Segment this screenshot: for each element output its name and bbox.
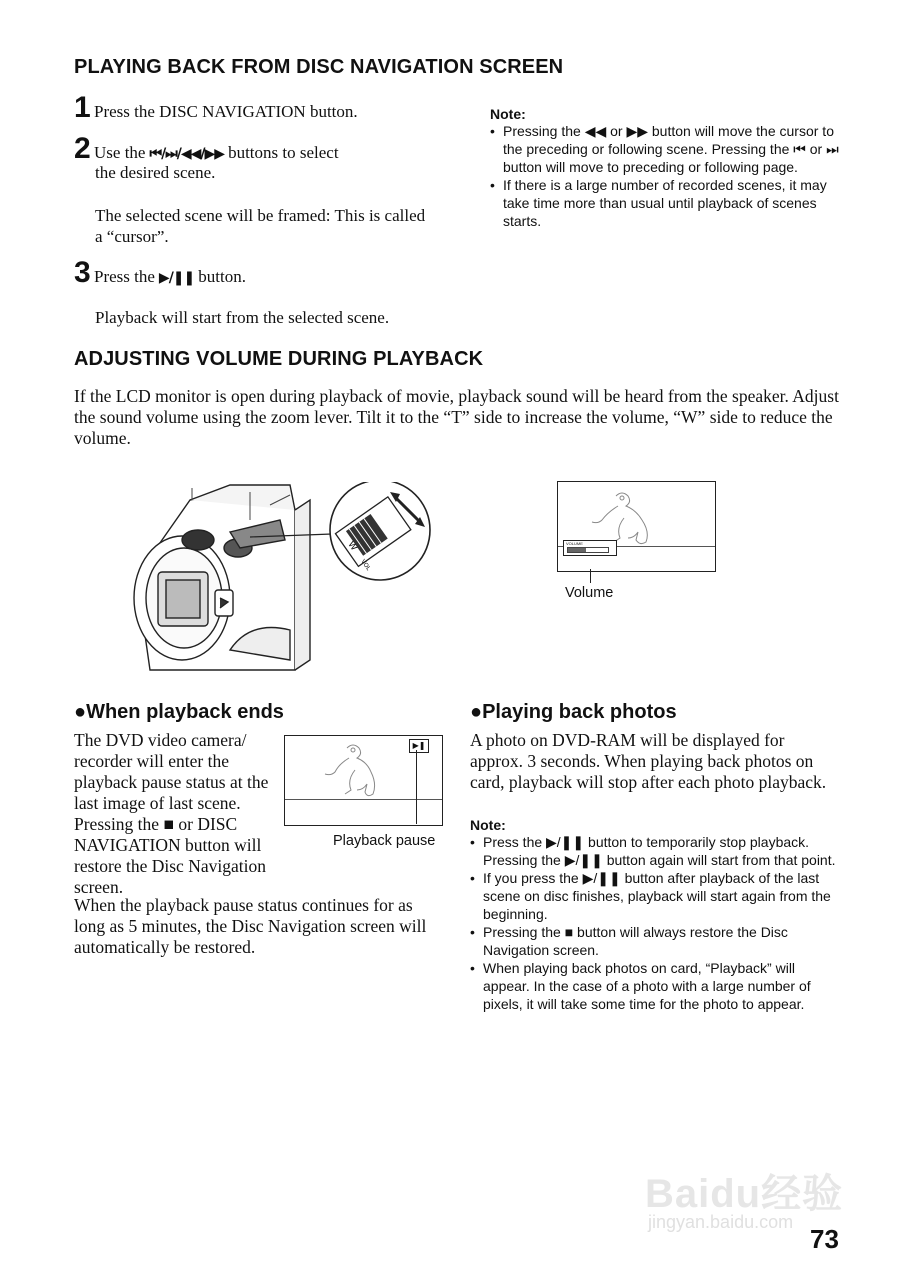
step-number: 3 <box>74 256 91 289</box>
step-number: 1 <box>74 91 91 124</box>
step-2-detail: The selected scene will be framed: This is called a “cursor”. <box>95 206 426 246</box>
lever-label-w: W <box>346 539 360 553</box>
step-number: 2 <box>74 132 91 165</box>
step-text: button. <box>198 267 246 286</box>
playback-ends-text-continued: When the playback pause status continues for as long as 5 minutes, the Disc Navigation screen will automatically be restored. <box>74 895 427 957</box>
volume-bar-fill <box>568 548 586 552</box>
step-text: buttons to select <box>228 143 339 162</box>
note-item: • If there is a large number of recorded scenes, it may take time more than usual until playback of scenes starts. <box>490 176 850 230</box>
step-1 <box>74 93 464 123</box>
step-2 <box>74 134 464 164</box>
step-3 <box>74 258 464 288</box>
heading-playing-back-photos: ●Playing back photos <box>470 701 677 723</box>
watermark-brand: Baidu经验 <box>645 1172 844 1216</box>
note-item: • Press the ▶/❚❚ button to temporarily stop playback. Pressing the ▶/❚❚ button again will start from that point. <box>470 833 845 869</box>
page-number: 73 <box>810 1224 839 1254</box>
step-text: Use the <box>94 143 146 162</box>
zoom-lever-detail <box>250 482 440 582</box>
heading-when-playback-ends: ●When playback ends <box>74 701 284 723</box>
lever-label-vol: VOL <box>359 558 372 572</box>
playback-pause-caption: Playback pause <box>333 833 436 849</box>
step-2-text-continued: the desired scene. <box>95 163 216 182</box>
step-text: Press the DISC NAVIGATION button. <box>94 102 358 121</box>
step-text: Press the <box>94 267 155 286</box>
note-title: Note: <box>490 106 526 122</box>
volume-indicator <box>563 540 617 556</box>
note-title: Note: <box>470 817 506 833</box>
play-pause-icon: ▶/❚❚ <box>158 270 195 286</box>
playback-pause-screen <box>284 735 443 826</box>
volume-description: If the LCD monitor is open during playback of movie, playback sound will be heard from the speaker. Adjust the sound volume using the zoom lever. Tilt it to the “T” side to increase the volume, “W” side to reduce the volume. <box>74 386 839 448</box>
note-disc-navigation <box>490 106 850 230</box>
section-title-disc-navigation: PLAYING BACK FROM DISC NAVIGATION SCREEN <box>74 56 564 78</box>
figure-sketch-icon <box>323 740 393 802</box>
note-photos <box>470 817 845 1013</box>
volume-bar <box>567 547 609 553</box>
volume-indicator-label: VOLUME <box>566 541 583 546</box>
photos-text: A photo on DVD-RAM will be displayed for approx. 3 seconds. When playing back photos on card, playback will stop after each photo playback. <box>470 730 827 792</box>
skip-search-buttons-icon: ⏮/⏭/◀◀/▶▶ <box>149 146 225 162</box>
section-title-adjusting-volume: ADJUSTING VOLUME DURING PLAYBACK <box>74 348 484 370</box>
playback-ends-text: The DVD video camera/ recorder will enter the playback pause status at the last image of last scene. Pressing the ■ or DISC NAVIGATION button will restore the Disc Navigation screen. <box>74 730 269 897</box>
note-item: • When playing back photos on card, “Playback” will appear. In the case of a photo with a large number of pixels, it will take some time for the photo to appear. <box>470 959 845 1013</box>
note-item: • If you press the ▶/❚❚ button after playback of the last scene on disc finishes, playback will start again from the beginning. <box>470 869 845 923</box>
step-3-detail: Playback will start from the selected scene. <box>95 308 390 327</box>
pause-indicator-icon: ▶❚ <box>409 739 429 753</box>
volume-screen <box>557 481 716 572</box>
watermark-url: jingyan.baidu.com <box>648 1212 794 1232</box>
volume-caption: Volume <box>565 585 614 601</box>
note-item: • Pressing the ■ button will always restore the Disc Navigation screen. <box>470 923 845 959</box>
note-item: • Pressing the ◀◀ or ▶▶ button will move the cursor to the preceding or following scene. Pressing the ⏮ or ⏭ button will move to preceding or following page. <box>490 122 850 176</box>
